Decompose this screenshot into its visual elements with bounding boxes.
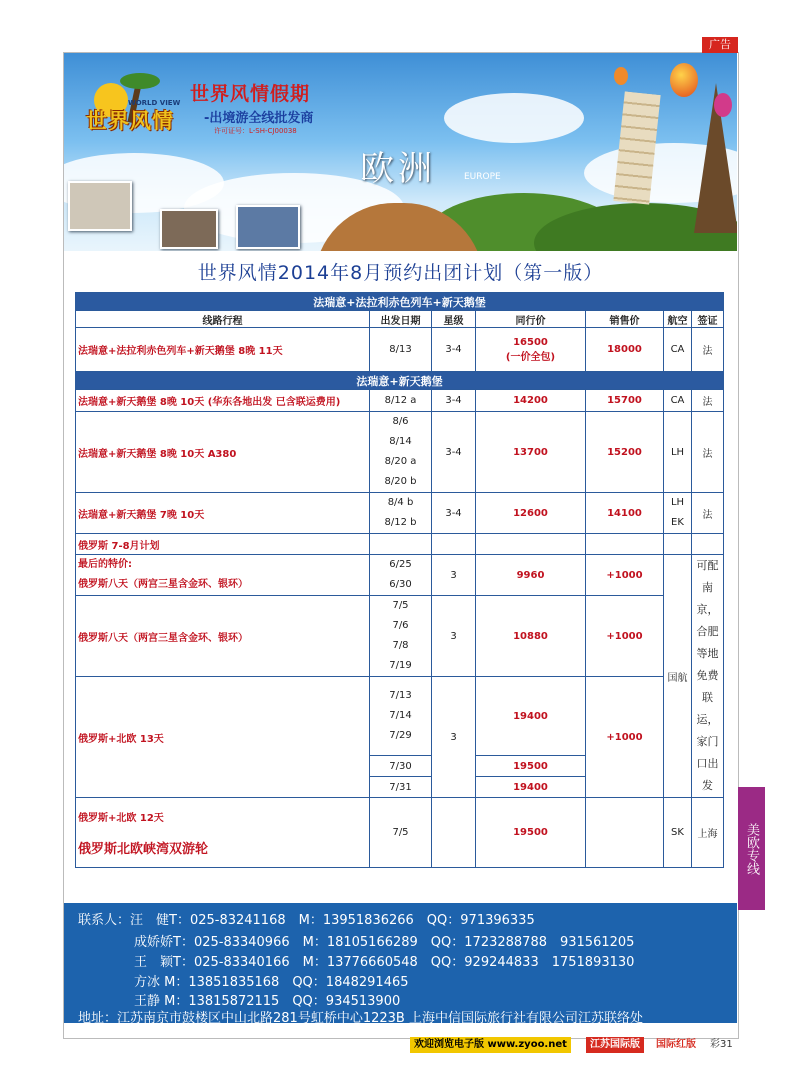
route-cell: 法瑞意+新天鹅堡 8晚 10天 A380 xyxy=(76,412,370,493)
brand-subtitle: -出境游全线批发商 xyxy=(204,111,314,126)
date-item: 7/14 xyxy=(389,710,412,721)
section-header: 法瑞意+新天鹅堡 xyxy=(76,372,724,390)
date-item: 6/30 xyxy=(389,579,412,590)
date-item: 8/14 xyxy=(389,436,412,447)
balloon-icon xyxy=(614,67,628,85)
date-item: 8/6 xyxy=(392,416,409,427)
star-cell: 3 xyxy=(432,555,476,596)
star-cell: 3 xyxy=(432,677,476,798)
visa-cell: 法 xyxy=(692,412,724,493)
route-line: 俄罗斯八天（两宫三星含金环、银环） xyxy=(78,579,248,590)
peer-price-cell: 12600 xyxy=(476,493,586,534)
route-cell: 俄罗斯八天（两宫三星含金环、银环） xyxy=(76,596,370,677)
footer-bar xyxy=(410,1037,737,1053)
region-title: 欧洲 xyxy=(360,149,436,189)
date-item: 7/19 xyxy=(389,660,412,671)
sale-price-cell: 15700 xyxy=(586,390,664,412)
table-row xyxy=(76,798,724,868)
sale-price-cell: 15200 xyxy=(586,412,664,493)
peer-price-cell: 10880 xyxy=(476,596,586,677)
col-header: 签证 xyxy=(692,311,724,328)
sale-price-cell: 14100 xyxy=(586,493,664,534)
star-cell: 3 xyxy=(432,596,476,677)
route-line: 最后的特价: xyxy=(78,559,132,570)
peer-price-cell: 13700 xyxy=(476,412,586,493)
page-number: 彩31 xyxy=(710,1039,733,1050)
sale-price-cell: +1000 xyxy=(586,555,664,596)
table-row xyxy=(76,390,724,412)
visa-cell: 上海 xyxy=(692,798,724,868)
date-cell: 7/30 xyxy=(370,756,432,777)
peer-price: 16500 xyxy=(513,336,548,348)
col-header: 线路行程 xyxy=(76,311,370,328)
route-cell: 法瑞意+法拉利赤色列车+新天鹅堡 8晚 11天 xyxy=(76,328,370,372)
star-cell: 3-4 xyxy=(432,328,476,372)
sale-price-cell: 18000 xyxy=(586,328,664,372)
logo-subtext: WORLD VIEW xyxy=(128,99,181,107)
star-cell: 3-4 xyxy=(432,390,476,412)
date-item: 7/29 xyxy=(389,730,412,741)
license-number: 许可证号：L-SH-CJ00038 xyxy=(214,127,297,135)
airline-cell: SK xyxy=(664,798,692,868)
footer-red-edition: 国际红版 xyxy=(656,1039,696,1050)
contact-line: 方冰 M：13851835168 QQ：1848291465 xyxy=(134,975,409,990)
table-row xyxy=(76,555,724,596)
airline-cell xyxy=(664,493,692,534)
col-header: 销售价 xyxy=(586,311,664,328)
visa-cell: 法 xyxy=(692,493,724,534)
table-header xyxy=(76,311,724,328)
date-item: 7/8 xyxy=(392,640,409,651)
peer-price-cell: 19500 xyxy=(476,756,586,777)
col-header: 出发日期 xyxy=(370,311,432,328)
airline-cell: LH xyxy=(664,412,692,493)
date-item: 7/5 xyxy=(392,600,409,611)
table-row xyxy=(76,596,724,677)
peer-price-cell: 9960 xyxy=(476,555,586,596)
schedule-table xyxy=(75,292,724,868)
table-row xyxy=(76,534,724,555)
contact-line: 王静 M：13815872115 QQ：934513900 xyxy=(134,994,401,1009)
footer-welcome-link[interactable]: 欢迎浏览电子版 www.zyoo.net xyxy=(410,1037,571,1053)
photo-clock xyxy=(68,181,132,231)
visa-cell: 法 xyxy=(692,390,724,412)
visa-cell: 法 xyxy=(692,328,724,372)
date-cell: 8/13 xyxy=(370,328,432,372)
peer-price-cell: 19400 xyxy=(476,677,586,756)
peer-price-note: (一价全包) xyxy=(505,351,556,363)
date-item: 7/13 xyxy=(389,690,412,701)
section-header: 法瑞意+法拉利赤色列车+新天鹅堡 xyxy=(76,293,724,311)
route-line: 俄罗斯+北欧 12天 xyxy=(78,812,164,824)
sale-price-cell: +1000 xyxy=(586,596,664,677)
airline-item: LH xyxy=(670,497,685,508)
route-cell: 法瑞意+新天鹅堡 7晚 10天 xyxy=(76,493,370,534)
route-cell: 法瑞意+新天鹅堡 8晚 10天 (华东各地出发 已含联运费用) xyxy=(76,390,370,412)
date-cell: 8/12 a xyxy=(370,390,432,412)
date-item: 7/6 xyxy=(392,620,409,631)
footer-edition: 江苏国际版 xyxy=(586,1037,644,1053)
route-line-highlight: 俄罗斯北欧峡湾双游轮 xyxy=(78,841,209,857)
star-cell: 3-4 xyxy=(432,412,476,493)
star-cell: 3-4 xyxy=(432,493,476,534)
sale-price-cell: +1000 xyxy=(586,677,664,798)
visa-note-cell: 可配南京，合肥等地免费联运，家门口出发 xyxy=(692,555,724,798)
col-header: 同行价 xyxy=(476,311,586,328)
balloon-icon xyxy=(714,93,732,117)
route-cell xyxy=(76,798,370,868)
date-cell xyxy=(370,677,432,756)
airline-cell: CA xyxy=(664,390,692,412)
table-row xyxy=(76,328,724,372)
date-cell: 7/5 xyxy=(370,798,432,868)
col-header: 星级 xyxy=(432,311,476,328)
date-cell: 7/31 xyxy=(370,777,432,798)
balloon-icon xyxy=(670,63,698,97)
date-cell xyxy=(370,493,432,534)
date-item: 8/20 a xyxy=(384,456,417,467)
contact-line: 王 颖T：025-83340166 M：13776660548 QQ：929244833 1751893130 xyxy=(134,955,635,970)
route-cell xyxy=(76,555,370,596)
date-cell xyxy=(370,412,432,493)
contact-line: 成娇娇T：025-83340966 M：18105166289 QQ：1723288788 931561205 xyxy=(134,935,635,950)
region-subtitle: EUROPE xyxy=(464,172,501,182)
hero-banner xyxy=(64,53,737,251)
route-cell: 俄罗斯 7-8月计划 xyxy=(76,534,370,555)
brand-title: 世界风情假期 xyxy=(190,83,311,105)
logo-text: 世界风情 xyxy=(86,109,174,133)
date-item: 6/25 xyxy=(389,559,412,570)
table-row xyxy=(76,412,724,493)
peer-price-cell: 14200 xyxy=(476,390,586,412)
date-item: 8/4 b xyxy=(387,497,414,508)
plan-title: 世界风情2014年8月预约出团计划（第一版） xyxy=(197,262,604,284)
col-header: 航空 xyxy=(664,311,692,328)
contact-block xyxy=(64,903,737,1026)
date-item: 8/12 b xyxy=(384,517,417,528)
date-cell xyxy=(370,596,432,677)
contact-line: 联系人：汪 健T：025-83241168 M：13951836266 QQ：971396335 xyxy=(78,913,535,928)
date-item: 8/20 b xyxy=(384,476,417,487)
table-row xyxy=(76,677,724,756)
peer-price-cell: 19400 xyxy=(476,777,586,798)
route-cell: 俄罗斯+北欧 13天 xyxy=(76,677,370,798)
contact-address: 地址：江苏南京市鼓楼区中山北路281号虹桥中心1223B 上海中信国际旅行社有限公司江苏联络处 xyxy=(78,1011,643,1026)
airline-item: EK xyxy=(671,517,684,528)
peer-price-cell: 19500 xyxy=(476,798,586,868)
photo-bridge xyxy=(160,209,218,249)
airline-cell: 国航 xyxy=(664,555,692,798)
table-row xyxy=(76,493,724,534)
peer-price-cell xyxy=(476,328,586,372)
date-cell xyxy=(370,555,432,596)
photo-train xyxy=(236,205,300,249)
side-tab[interactable]: 美欧专线 xyxy=(738,787,765,910)
airline-cell: CA xyxy=(664,328,692,372)
ad-tag: 广告 xyxy=(702,37,738,53)
